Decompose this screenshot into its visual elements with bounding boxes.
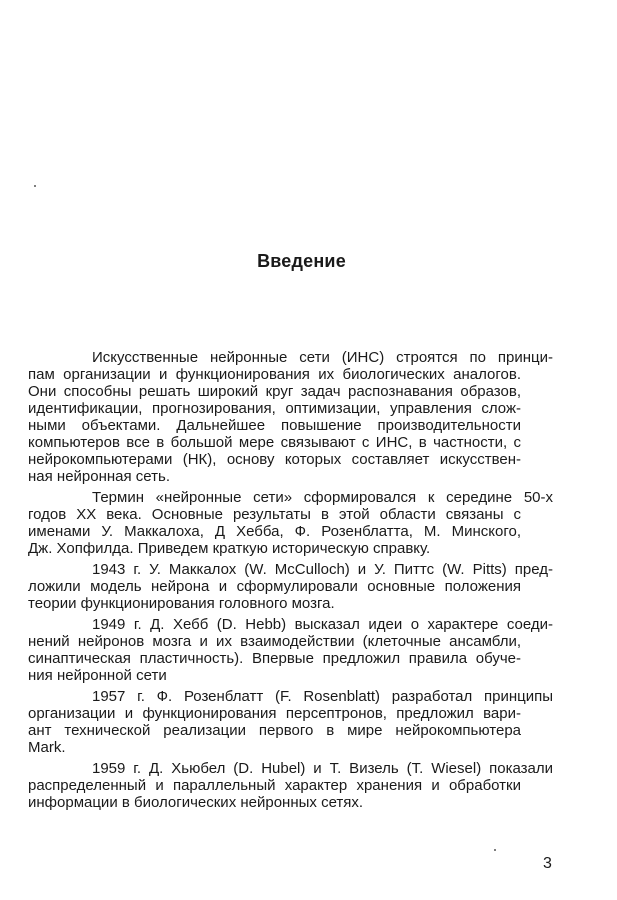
- text-line: Mark.: [28, 739, 66, 756]
- text-line: Дж. Хопфилда. Приведем краткую историческую справку.: [28, 540, 431, 557]
- text-line: пам организации и функционирования их биологических аналогов.: [28, 366, 521, 383]
- paragraph: [28, 688, 553, 756]
- text-line: 1943 г. У. Маккалох (W. McCulloch) и У. Питтс (W. Pitts) пред-: [92, 561, 553, 578]
- paragraph: [28, 760, 553, 811]
- text-line: 1957 г. Ф. Розенблатт (F. Rosenblatt) разработал принципы: [92, 688, 553, 705]
- text-line: информации в биологических нейронных сетях.: [28, 794, 364, 811]
- paragraph: [28, 489, 553, 557]
- text-line: синаптическая пластичность). Впервые предложил правила обуче-: [28, 650, 521, 667]
- text-line: именами У. Маккалоха, Д Хебба, Ф. Розенблатта, М. Минского,: [28, 523, 521, 540]
- text-line: ния нейронной сети: [28, 667, 167, 684]
- text-line: Они способны решать широкий круг задач распознавания образов,: [28, 383, 521, 400]
- scan-speck: [494, 849, 496, 851]
- text-line: идентификации, прогнозирования, оптимизации, управления слож-: [28, 400, 521, 417]
- text-line: ная нейронная сеть.: [28, 468, 171, 485]
- text-line: ант технической реализации первого в мире нейрокомпьютера: [28, 722, 521, 739]
- paragraph: [28, 349, 553, 485]
- text-line: нейрокомпьютерами (НК), основу которых составляет искусствен-: [28, 451, 521, 468]
- chapter-title: Введение: [257, 251, 346, 271]
- scan-speck: [34, 185, 36, 187]
- text-line: 1949 г. Д. Хебб (D. Hebb) высказал идеи о характере соеди-: [92, 616, 553, 633]
- text-line: годов XX века. Основные результаты в этой области связаны с: [28, 506, 521, 523]
- paragraph: [28, 561, 553, 612]
- text-line: теории функционирования головного мозга.: [28, 595, 335, 612]
- text-line: 1959 г. Д. Хьюбел (D. Hubel) и Т. Визель (T. Wiesel) показали: [92, 760, 553, 777]
- text-line: распределенный и параллельный характер хранения и обработки: [28, 777, 521, 794]
- paragraph: [28, 616, 553, 684]
- page-number: 3: [543, 855, 552, 872]
- text-line: Термин «нейронные сети» сформировался к середине 50-х: [92, 489, 553, 506]
- text-line: ложили модель нейрона и сформулировали основные положения: [28, 578, 521, 595]
- text-line: компьютеров все в большой мере связывают с ИНС, в частности, с: [28, 434, 521, 451]
- text-line: Искусственные нейронные сети (ИНС) строятся по принци-: [92, 349, 553, 366]
- text-line: организации и функционирования персептронов, предложил вари-: [28, 705, 521, 722]
- text-line: нений нейронов мозга и их взаимодействии (клеточные ансамбли,: [28, 633, 521, 650]
- text-line: ными объектами. Дальнейшее повышение производительности: [28, 417, 521, 434]
- chapter-body: [28, 349, 553, 815]
